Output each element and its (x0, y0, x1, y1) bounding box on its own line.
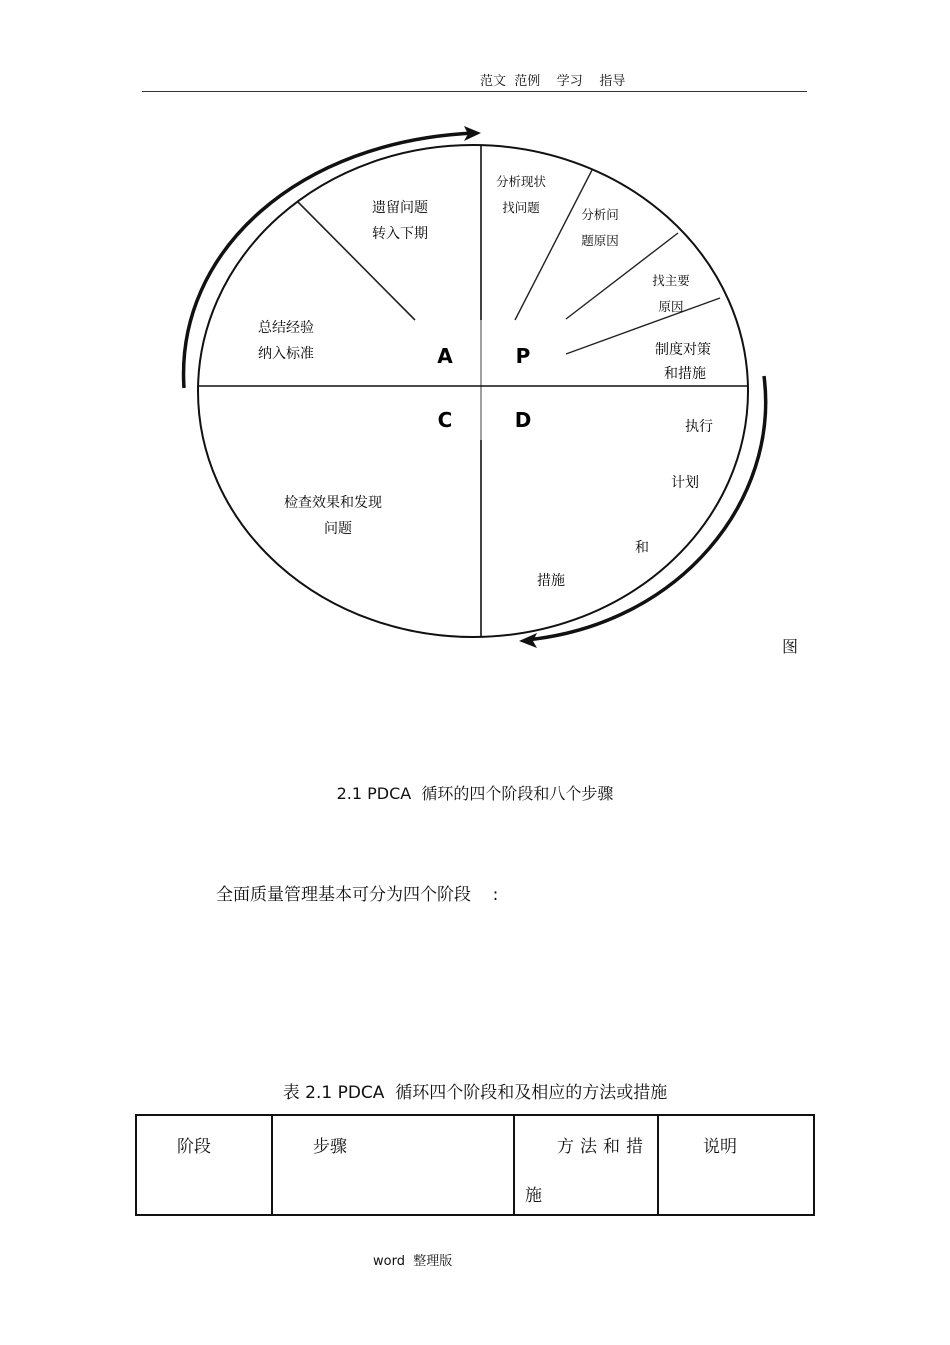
figure-label: 图 (782, 637, 799, 656)
d-label-execute: 执行 (685, 419, 713, 435)
pdca-methods-table (135, 1114, 815, 1216)
p-label-4-line2: 和措施 (664, 366, 706, 382)
header-step (272, 1115, 514, 1215)
quadrant-letter-p: P (515, 344, 531, 368)
header-step-label: 步骤 (313, 1137, 347, 1157)
p-label-3-line1: 找主要 (652, 273, 690, 288)
quadrant-letter-c: C (437, 408, 453, 432)
header-method (514, 1115, 658, 1215)
d-label-measures: 措施 (537, 573, 565, 589)
p-label-1-line1: 分析现状 (495, 174, 547, 189)
a-label-2-line1: 总结经验 (258, 320, 314, 336)
p-label-2-line1: 分析问 (581, 207, 619, 222)
a-label-2-line2: 纳入标准 (258, 346, 314, 362)
header-note (658, 1115, 814, 1215)
table-caption: 表 2.1 PDCA 循环四个阶段和及相应的方法或措施 (282, 1083, 668, 1103)
arrow-top-left-arc (184, 133, 476, 388)
p-label-4-line1: 制度对策 (655, 342, 711, 358)
page-footer: word 整理版 (373, 1254, 453, 1269)
arrow-bottom-right-arc (526, 376, 766, 640)
header-note-label: 说明 (703, 1137, 737, 1157)
header-stage-label: 阶段 (177, 1137, 211, 1157)
a-label-1-line1: 遗留问题 (372, 200, 428, 216)
a-label-1-line2: 转入下期 (372, 226, 428, 242)
p-label-1-line2: 找问题 (502, 200, 540, 215)
figure-caption: 2.1 PDCA 循环的四个阶段和八个步骤 (336, 784, 614, 803)
header-method-line1: 方法和措 (557, 1137, 649, 1157)
c-label-line1: 检查效果和发现 (284, 495, 382, 511)
quadrant-letter-a: A (437, 344, 453, 368)
header-method-line2: 施 (525, 1186, 542, 1206)
p-label-3-line2: 原因 (658, 299, 684, 314)
p-label-2-line2: 题原因 (581, 233, 619, 248)
quadrant-letter-d: D (514, 408, 532, 432)
page-header: 范文 范例 学习 指导 (480, 74, 626, 89)
header-stage (136, 1115, 272, 1215)
cycle-ellipse (198, 145, 748, 637)
d-label-plan: 计划 (671, 475, 699, 491)
body-paragraph: 全面质量管理基本可分为四个阶段 : (216, 885, 499, 905)
table-header-row (136, 1115, 814, 1215)
a-spoke (298, 202, 415, 320)
c-label-line2: 问题 (324, 521, 352, 537)
d-label-and: 和 (635, 540, 649, 556)
